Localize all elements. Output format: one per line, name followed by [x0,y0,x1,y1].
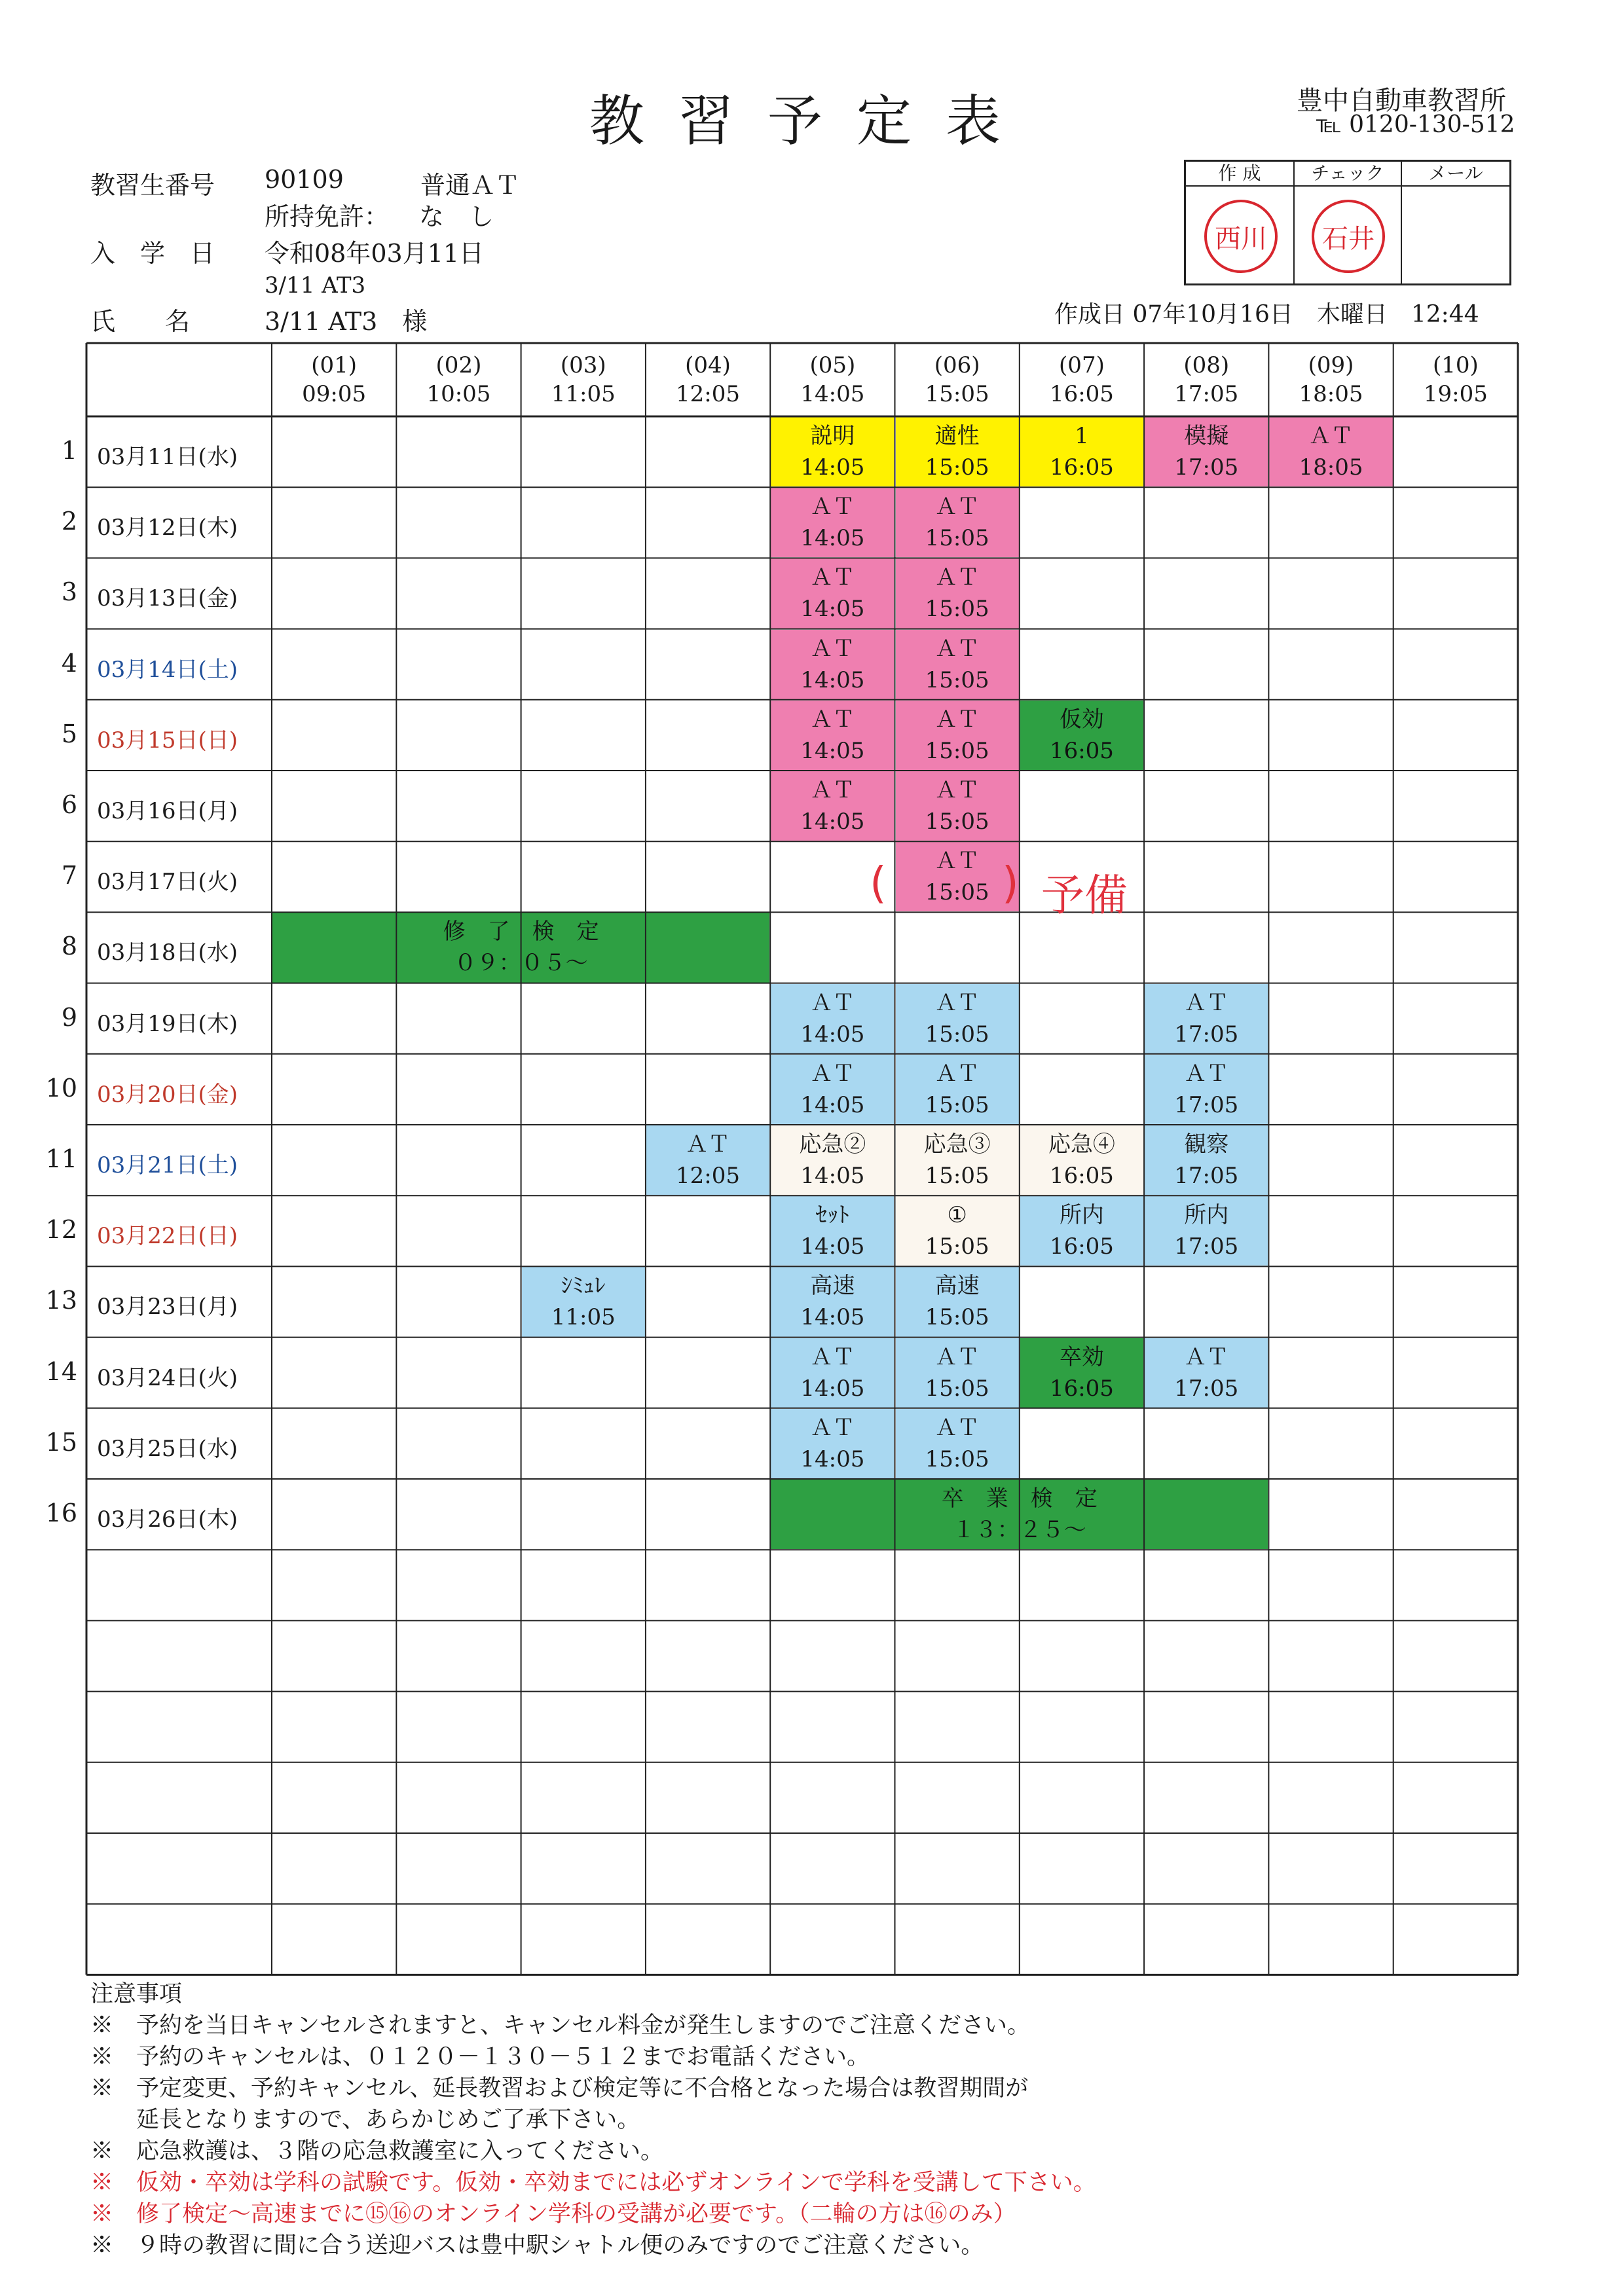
lesson-time: 16:05 [1049,1375,1114,1402]
lesson-label: ＡＴ [810,1343,855,1370]
handwritten-paren-close: ) [1002,858,1019,908]
slot-header [521,351,646,409]
slot-time: 19:05 [1423,381,1488,407]
slot-number: (02) [435,352,482,378]
lesson-label: ＡＴ [686,1131,731,1158]
lesson-label: ＡＴ [1308,423,1354,450]
lesson-label: ＡＴ [934,848,980,875]
row-date: 03月13日(金) [97,585,238,612]
lesson-time: 17:05 [1174,454,1239,481]
lesson-time: 16:05 [1049,454,1114,481]
slot-number: (04) [685,352,731,378]
enroll-label: 入 学 日 [90,239,215,268]
lesson-label: 高速 [934,1273,980,1300]
note-item: 延長となりますので、あらかじめご了承下さい。 [90,2107,640,2133]
slot-header [1393,351,1518,409]
lesson-label: ＡＴ [934,635,980,662]
lesson-label: ＡＴ [934,989,980,1016]
row-date: 03月19日(木) [97,1010,238,1037]
row-date: 03月26日(木) [97,1506,238,1533]
lesson-time: 15:05 [925,879,989,906]
slot-header [770,351,895,409]
note-item: ※ 応急救護は、３階の応急救護室に入ってください。 [90,2138,664,2164]
stamp-label-check: チェック [1295,162,1401,187]
lesson-time: 17:05 [1174,1163,1239,1190]
lesson-time: 16:05 [1049,1163,1114,1190]
seal-stamp-2: 石井 [1312,200,1385,273]
slot-header [1268,351,1393,409]
row-number: 2 [61,507,77,536]
lesson-label: ＡＴ [1184,1343,1229,1370]
lesson-label: ｾｯﾄ [815,1202,849,1229]
lesson-label: ＡＴ [810,635,855,662]
extra-line: 3/11 AT3 [265,272,366,299]
stamp-label-created: 作 成 [1186,162,1293,187]
lesson-label: ＡＴ [810,494,855,520]
lesson-label: 仮効 [1059,706,1104,733]
lesson-label: 模擬 [1184,423,1229,450]
row-number: 14 [45,1357,77,1386]
row-date: 03月18日(水) [97,939,238,966]
lesson-label: ＡＴ [810,1414,855,1441]
lesson-time: 12:05 [676,1163,741,1190]
lesson-label: 1 [1075,423,1089,450]
slot-header [272,351,396,409]
lesson-time: 11:05 [551,1304,616,1331]
student-no-label: 教習生番号 [90,171,215,200]
slot-header [1020,351,1144,409]
lesson-label: 説明 [810,423,855,450]
note-item: ※ 予約を当日キャンセルされますと、キャンセル料金が発生しますのでご注意ください。 [90,2013,1031,2039]
lesson-time: 17:05 [1174,1375,1239,1402]
lesson-label: 卒 業 検 定 [941,1485,1098,1512]
lesson-label: ＡＴ [934,1414,980,1441]
slot-header [646,351,770,409]
school-name: 豊中自動車教習所 [1297,86,1506,116]
license: な し [419,202,494,231]
note-item: ※ 予約のキャンセルは、０１２０－１３０－５１２までお電話ください。 [90,2044,870,2070]
row-date: 03月20日(金) [97,1081,238,1108]
stamp-label-mail: メール [1402,162,1509,187]
notes-heading: 注意事項 [90,1981,183,2007]
enroll-date: 令和08年03月11日 [265,239,485,268]
row-date: 03月14日(土) [97,656,238,683]
slot-number: (03) [560,352,606,378]
row-number: 7 [61,861,77,890]
lesson-label: ＡＴ [810,564,855,591]
row-number: 1 [61,436,77,465]
row-number: 6 [61,790,77,819]
row-date: 03月11日(水) [97,444,238,470]
row-number: 3 [61,577,77,607]
note-item: ※ 予定変更、予約キャンセル、延長教習および検定等に不合格となった場合は教習期間が [90,2075,1029,2102]
slot-header [1144,351,1268,409]
lesson-time: 14:05 [800,1021,865,1048]
note-item: ※ ９時の教習に間に合う送迎バスは豊中駅シャトル便のみですのでご注意ください。 [90,2232,984,2259]
lesson-time: 15:05 [925,1375,989,1402]
lesson-label: ＡＴ [934,1060,980,1087]
lesson-time: 14:05 [800,454,865,481]
school-tel: ℡ 0120-130-512 [1316,111,1515,138]
lesson-label: 修 了 検 定 [443,919,599,945]
lesson-label: ＡＴ [810,989,855,1016]
lesson-label: 高速 [810,1273,855,1300]
slot-time: 10:05 [426,381,491,407]
slot-time: 14:05 [800,381,865,407]
row-number: 5 [61,719,77,748]
row-date: 03月22日(日) [97,1223,238,1250]
page-title: 教習予定表 [589,89,1035,153]
lesson-label: 応急④ [1048,1131,1115,1158]
lesson-label: 適性 [934,423,980,450]
lesson-time: 16:05 [1049,737,1114,764]
slot-time: 17:05 [1174,381,1239,407]
lesson-time: 15:05 [925,666,989,693]
lesson-time: 15:05 [925,1304,989,1331]
lesson-time: １３：２５～ [952,1517,1086,1544]
lesson-time: 14:05 [800,1304,865,1331]
lesson-label: 所内 [1184,1202,1229,1229]
lesson-label: ｼﾐｭﾚ [561,1273,606,1300]
slot-header [396,351,521,409]
row-date: 03月21日(土) [97,1152,238,1178]
lesson-label: 観察 [1184,1131,1229,1158]
handwritten-paren-open: ( [870,858,887,908]
lesson-time: 14:05 [800,666,865,693]
slot-number: (07) [1059,352,1105,378]
lesson-label: ＡＴ [810,777,855,804]
lesson-label: 応急③ [923,1131,991,1158]
lesson-time: 16:05 [1049,1233,1114,1260]
name-label: 氏 名 [90,307,191,336]
lesson-time: 17:05 [1174,1233,1239,1260]
lesson-label: ＡＴ [810,706,855,733]
row-number: 16 [45,1499,77,1527]
lesson-time: 15:05 [925,1233,989,1260]
lesson-time: 15:05 [925,1163,989,1190]
row-number: 15 [45,1427,77,1457]
slot-time: 15:05 [925,381,989,407]
row-date: 03月25日(水) [97,1435,238,1462]
row-number: 13 [45,1286,77,1315]
lesson-label: ① [947,1202,967,1229]
lesson-time: ０９：０５～ [454,950,588,977]
slot-number: (09) [1308,352,1354,378]
lesson-label: 卒効 [1059,1343,1104,1370]
slot-number: (01) [311,352,358,378]
lesson-time: 15:05 [925,809,989,835]
note-item: ※ 仮効・卒効は学科の試験です。仮効・卒効までには必ずオンラインで学科を受講して下さい。 [90,2170,1096,2196]
lesson-label: ＡＴ [934,1343,980,1370]
lesson-time: 14:05 [800,737,865,764]
lesson-time: 14:05 [800,596,865,623]
lesson-time: 15:05 [925,454,989,481]
created-at: 作成日 07年10月16日 木曜日 12:44 [1054,301,1479,328]
slot-time: 12:05 [676,381,741,407]
lesson-time: 15:05 [925,1446,989,1472]
handwritten-note: 予備 [1041,870,1128,920]
lesson-time: 14:05 [800,1233,865,1260]
slot-time: 16:05 [1049,381,1114,407]
row-number: 4 [61,648,77,678]
slot-time: 09:05 [302,381,367,407]
row-date: 03月16日(月) [97,798,238,824]
row-date: 03月17日(火) [97,869,238,896]
lesson-label: ＡＴ [934,706,980,733]
license-label: 所持免許： [265,202,390,231]
row-number: 10 [45,1073,77,1102]
lesson-time: 15:05 [925,1091,989,1118]
row-date: 03月23日(月) [97,1294,238,1321]
lesson-time: 18:05 [1299,454,1363,481]
slot-number: (10) [1432,352,1479,378]
lesson-label: 所内 [1059,1202,1104,1229]
student-no: 90109 [265,165,344,194]
lesson-label: ＡＴ [934,494,980,520]
student-name: 3/11 AT3 様 [265,307,428,336]
lesson-time: 14:05 [800,1375,865,1402]
slot-number: (06) [934,352,980,378]
lesson-time: 17:05 [1174,1021,1239,1048]
lesson-time: 14:05 [800,525,865,552]
lesson-time: 15:05 [925,596,989,623]
lesson-label: ＡＴ [1184,1060,1229,1087]
slot-number: (08) [1183,352,1230,378]
lesson-time: 17:05 [1174,1091,1239,1118]
lesson-label: 応急② [799,1131,866,1158]
row-date: 03月24日(火) [97,1364,238,1391]
lesson-time: 14:05 [800,1446,865,1472]
lesson-label: ＡＴ [934,777,980,804]
lesson-time: 14:05 [800,1091,865,1118]
lesson-label: ＡＴ [934,564,980,591]
row-number: 11 [45,1144,77,1173]
row-number: 12 [45,1215,77,1245]
slot-time: 11:05 [551,381,616,407]
row-number: 8 [61,932,77,961]
lesson-time: 14:05 [800,1163,865,1190]
lesson-time: 15:05 [925,737,989,764]
slot-number: (05) [809,352,856,378]
lesson-time: 15:05 [925,525,989,552]
course: 普通ＡＴ [420,171,521,200]
note-item: ※ 修了検定～高速までに⑮⑯のオンライン学科の受講が必要です。（二輪の方は⑯のみ） [90,2201,1016,2227]
lesson-label: ＡＴ [1184,989,1229,1016]
row-number: 9 [61,1002,77,1032]
lesson-label: ＡＴ [810,1060,855,1087]
seal-stamp-1: 西川 [1204,200,1278,273]
slot-time: 18:05 [1299,381,1363,407]
row-date: 03月15日(日) [97,727,238,754]
lesson-time: 14:05 [800,809,865,835]
lesson-time: 15:05 [925,1021,989,1048]
slot-header [895,351,1020,409]
row-date: 03月12日(木) [97,515,238,541]
